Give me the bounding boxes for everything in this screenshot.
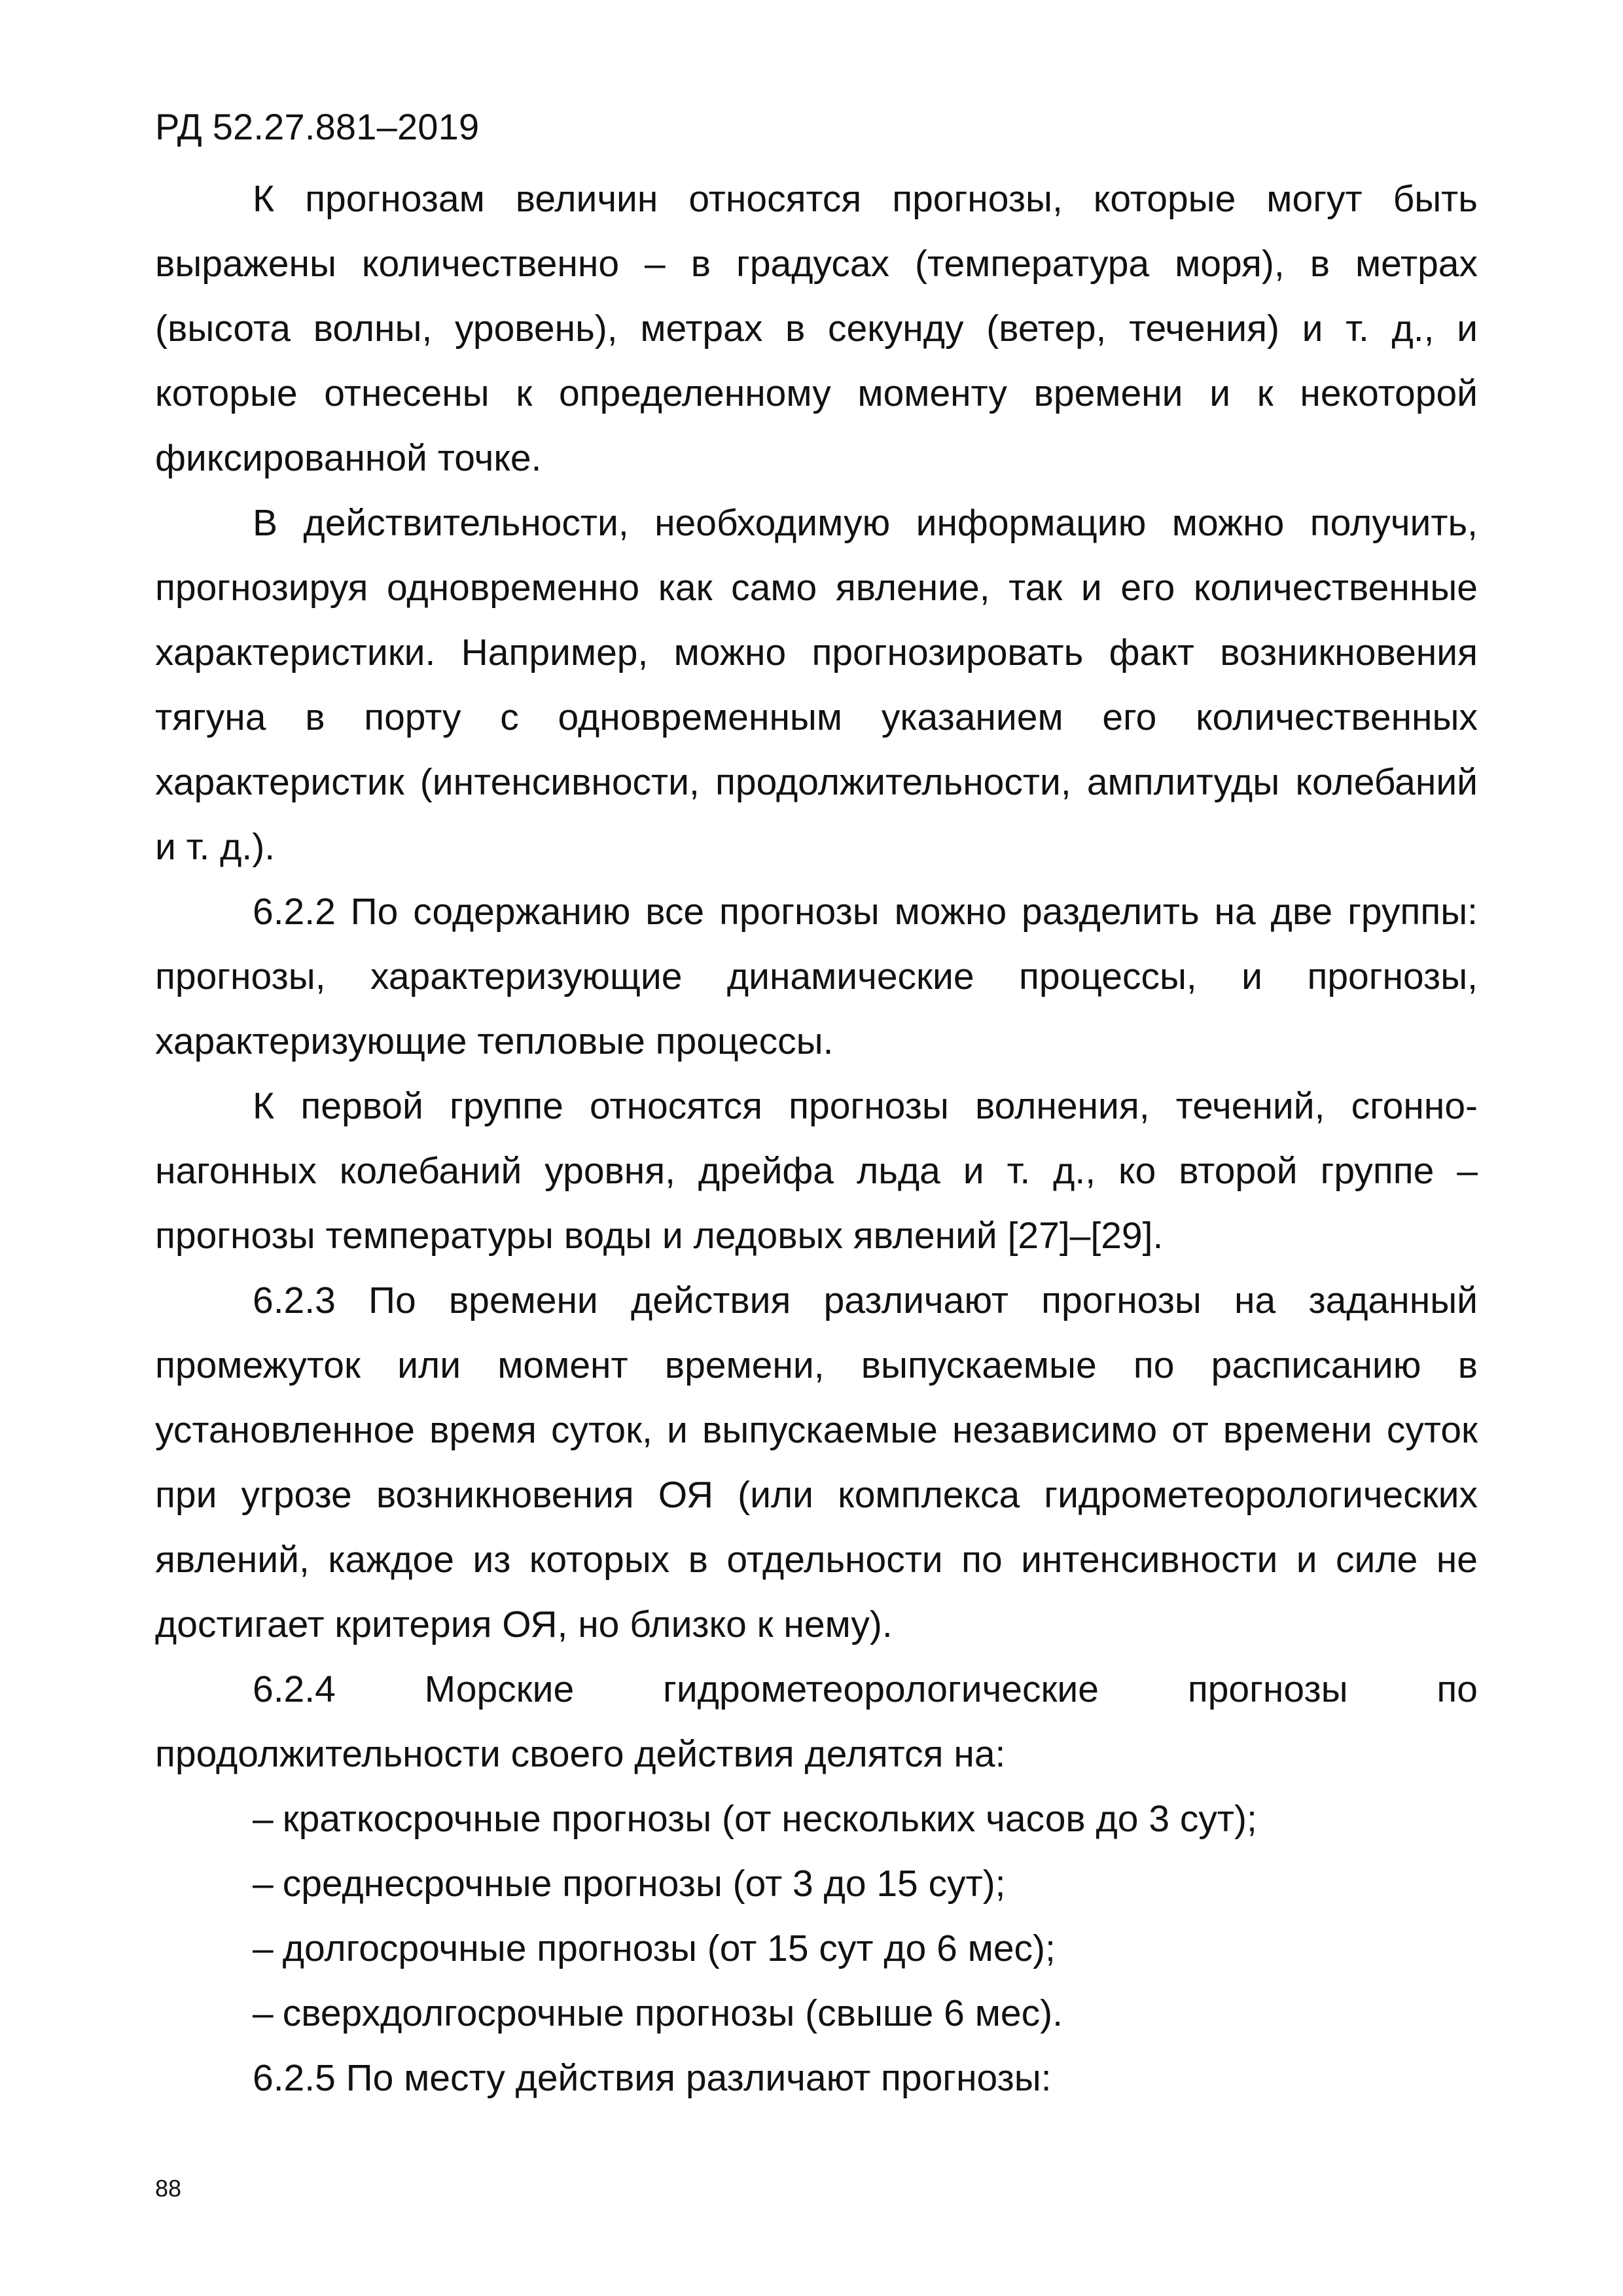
forecast-duration-list bbox=[155, 1787, 1478, 2046]
document-code-header: РД 52.27.881–2019 bbox=[155, 106, 480, 147]
list-item bbox=[155, 1916, 1478, 1981]
paragraph-phenomenon-characteristics: В действительности, необходимую информацию можно получить, прогнозируя одновременно как само явление, так и его количественные характеристики. Например, можно прогнозировать факт возникновения тягуна в порту с одновременным указанием его количественных характеристик (интенсивности, продолжительности, амплитуды колебаний и т. д.). bbox=[155, 502, 1478, 868]
paragraph-section-6-2-3: 6.2.3 По времени действия различают прогнозы на заданный промежуток или момент времени, выпускаемые по расписанию в установленное время суток, и выпускаемые независимо от времени суток при угрозе возникновения ОЯ (или комплекса гидрометеорологических явлений, каждое из которых в отдельности по интенсивности и силе не достигает критерия ОЯ, но близко к нему). bbox=[155, 1280, 1478, 1645]
paragraph-section-6-2-5: 6.2.5 По месту действия различают прогнозы: bbox=[253, 2057, 1052, 2099]
page-number: 88 bbox=[155, 2175, 182, 2202]
paragraph-section-6-2-4: 6.2.4 Морские гидрометеорологические прогнозы по продолжительности своего действия делятся на: bbox=[155, 1668, 1478, 1775]
list-item-text: краткосрочные прогнозы (от нескольких часов до 3 сут); bbox=[282, 1798, 1257, 1840]
paragraph-quantity-forecasts: К прогнозам величин относятся прогнозы, которые могут быть выражены количественно – в градусах (температура моря), в метрах (высота волны, уровень), метрах в секунду (ветер, течения) и т. д., и которые отнесены к определенному моменту времени и к некоторой фиксированной точке. bbox=[155, 178, 1478, 479]
list-dash: – bbox=[253, 1992, 274, 2034]
paragraph-section-6-2-2: 6.2.2 По содержанию все прогнозы можно разделить на две группы: прогнозы, характеризующие динамические процессы, и прогнозы, характеризующие тепловые процессы. bbox=[155, 891, 1478, 1062]
list-item bbox=[155, 1787, 1478, 1852]
list-dash: – bbox=[253, 1863, 274, 1905]
paragraph-forecast-groups: К первой группе относятся прогнозы волнения, течений, сгонно-нагонных колебаний уровня, дрейфа льда и т. д., ко второй группе – прогнозы температуры воды и ледовых явлений [27]–[29]. bbox=[155, 1085, 1478, 1257]
list-item-text: долгосрочные прогнозы (от 15 сут до 6 мес); bbox=[282, 1928, 1056, 1969]
list-item bbox=[155, 1981, 1478, 2046]
list-dash: – bbox=[253, 1928, 274, 1969]
list-item-text: среднесрочные прогнозы (от 3 до 15 сут); bbox=[282, 1863, 1006, 1905]
list-dash: – bbox=[253, 1798, 274, 1840]
list-item-text: сверхдолгосрочные прогнозы (свыше 6 мес). bbox=[282, 1992, 1063, 2034]
document-body bbox=[155, 167, 1478, 2111]
list-item bbox=[155, 1852, 1478, 1916]
